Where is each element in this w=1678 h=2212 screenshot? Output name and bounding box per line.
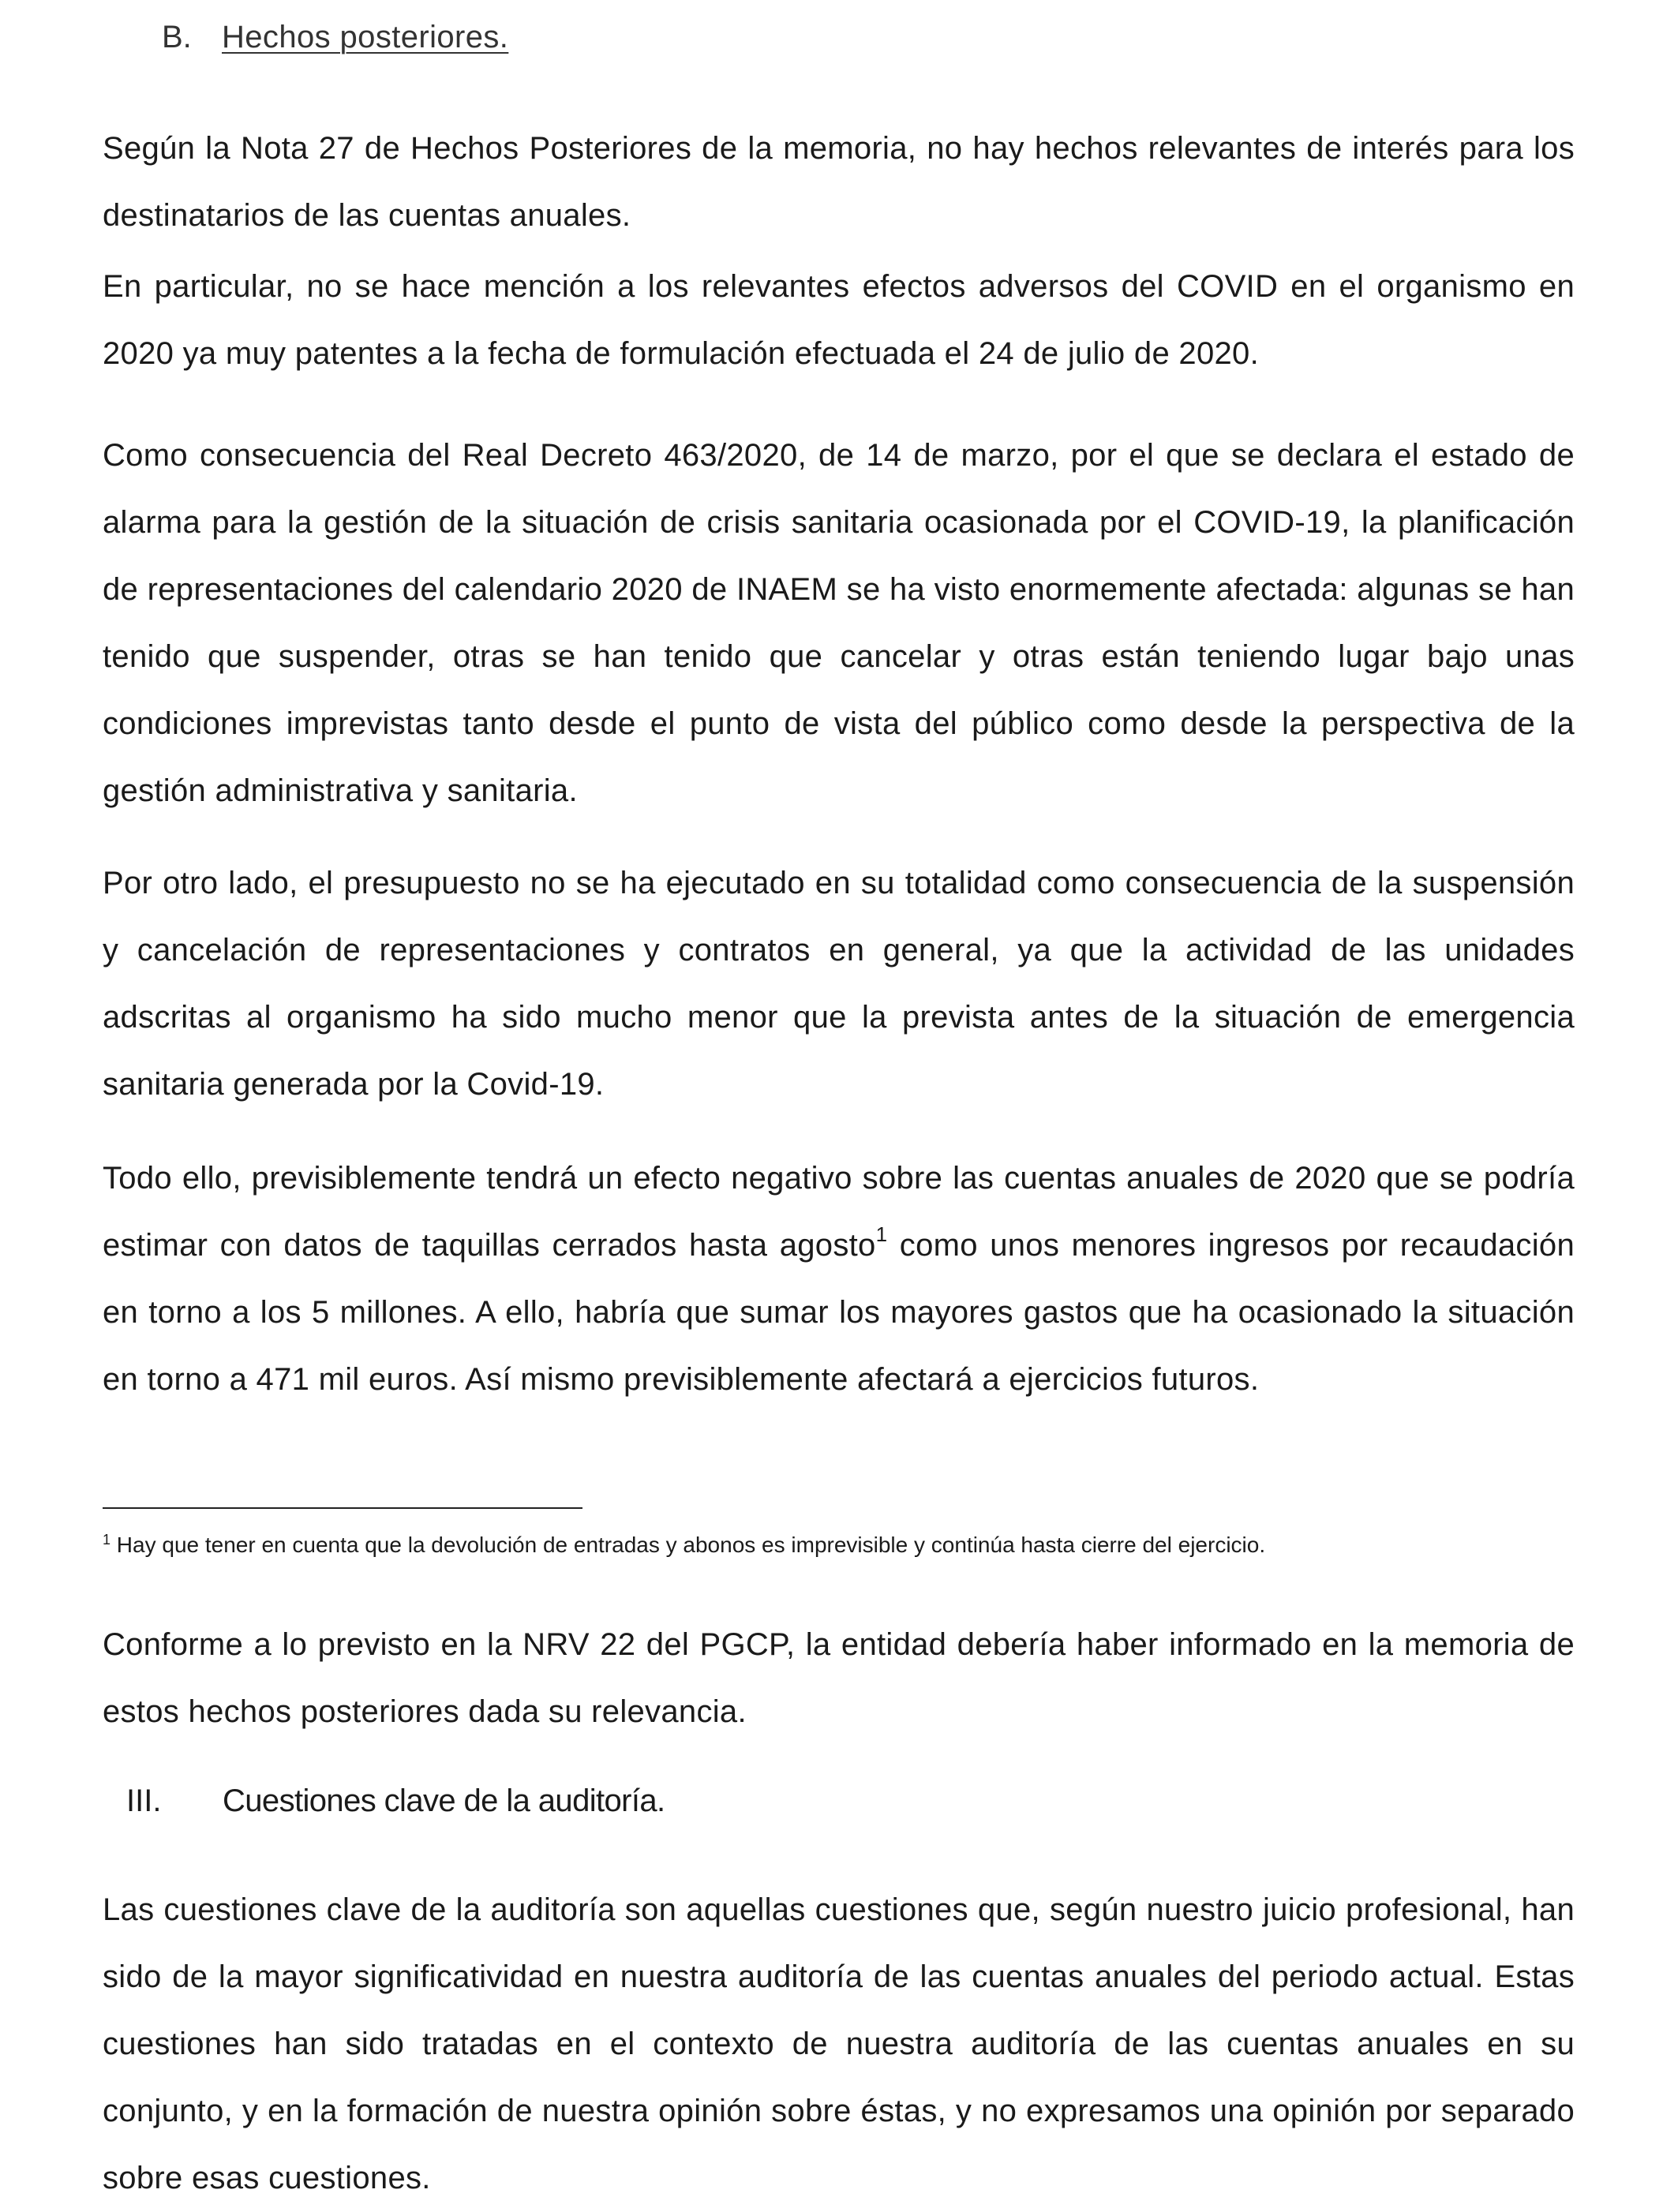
paragraph-covid-mention: En particular, no se hace mención a los relevantes efectos adversos del COVID en el organismo en 2020 ya muy patentes a la fecha de formulación efectuada el 24 de julio de 2020. xyxy=(103,269,1575,371)
footnote-reference[interactable]: 1 xyxy=(875,1222,888,1246)
paragraph-nota-27: Según la Nota 27 de Hechos Posteriores de la memoria, no hay hechos relevantes de interés para los destinatarios de las cuentas anuales. xyxy=(103,131,1575,233)
section-title: Hechos posteriores. xyxy=(222,20,509,54)
paragraph-text-end: como unos menores ingresos por recaudación en torno a los 5 millones. A ello, habría que sumar los mayores gastos que ha ocasionado la situación en torno a 471 mil euros. Así mismo previsiblemente afectará a ejercicios futuros. xyxy=(103,1228,1575,1397)
footnote-marker: 1 xyxy=(103,1532,111,1548)
paragraph-presupuesto: Por otro lado, el presupuesto no se ha ejecutado en su totalidad como consecuencia de la suspensión y cancelación de representaciones y contratos en general, ya que la actividad de las unidades adscritas al organismo ha sido mucho menor que la prevista antes de la situación de emergencia sanitaria generada por la Covid-19. xyxy=(103,866,1575,1102)
section-number: B. xyxy=(162,20,192,54)
paragraph-text-start: Todo ello, previsiblemente tendrá un efecto negativo sobre las cuentas anuales de 2020 que se podría estimar con datos de taquillas cerrados hasta agosto xyxy=(103,1161,1575,1263)
section-title: Cuestiones clave de la auditoría. xyxy=(223,1783,665,1818)
section-heading-hechos-posteriores xyxy=(162,17,508,57)
footnote xyxy=(103,1529,1575,1561)
footnote-text: Hay que tener en cuenta que la devolución de entradas y abonos es imprevisible y continúa hasta cierre del ejercicio. xyxy=(110,1533,1266,1557)
footnote-separator xyxy=(103,1507,582,1509)
section-number: III. xyxy=(126,1783,162,1818)
section-heading-cuestiones-clave xyxy=(126,1781,665,1821)
paragraph-cuestiones-clave: Las cuestiones clave de la auditoría son aquellas cuestiones que, según nuestro juicio profesional, han sido de la mayor significatividad en nuestra auditoría de las cuentas anuales del periodo actual. Estas cuestiones han sido tratadas en el contexto de nuestra auditoría de las cuentas anuales en su conjunto, y en la formación de nuestra opinión sobre éstas, y no expresamos una opinión por separado sobre esas cuestiones. xyxy=(103,1892,1575,2195)
paragraph-nrv-22: Conforme a lo previsto en la NRV 22 del PGCP, la entidad debería haber informado en la memoria de estos hechos posteriores dada su relevancia. xyxy=(103,1627,1575,1729)
paragraph-efecto-negativo xyxy=(103,1145,1575,1413)
paragraph-real-decreto: Como consecuencia del Real Decreto 463/2020, de 14 de marzo, por el que se declara el estado de alarma para la gestión de la situación de crisis sanitaria ocasionada por el COVID-19, la planificación de representaciones del calendario 2020 de INAEM se ha visto enormemente afectada: algunas se han tenido que suspender, otras se han tenido que cancelar y otras están teniendo lugar bajo unas condiciones imprevistas tanto desde el punto de vista del público como desde la perspectiva de la gestión administrativa y sanitaria. xyxy=(103,438,1575,808)
